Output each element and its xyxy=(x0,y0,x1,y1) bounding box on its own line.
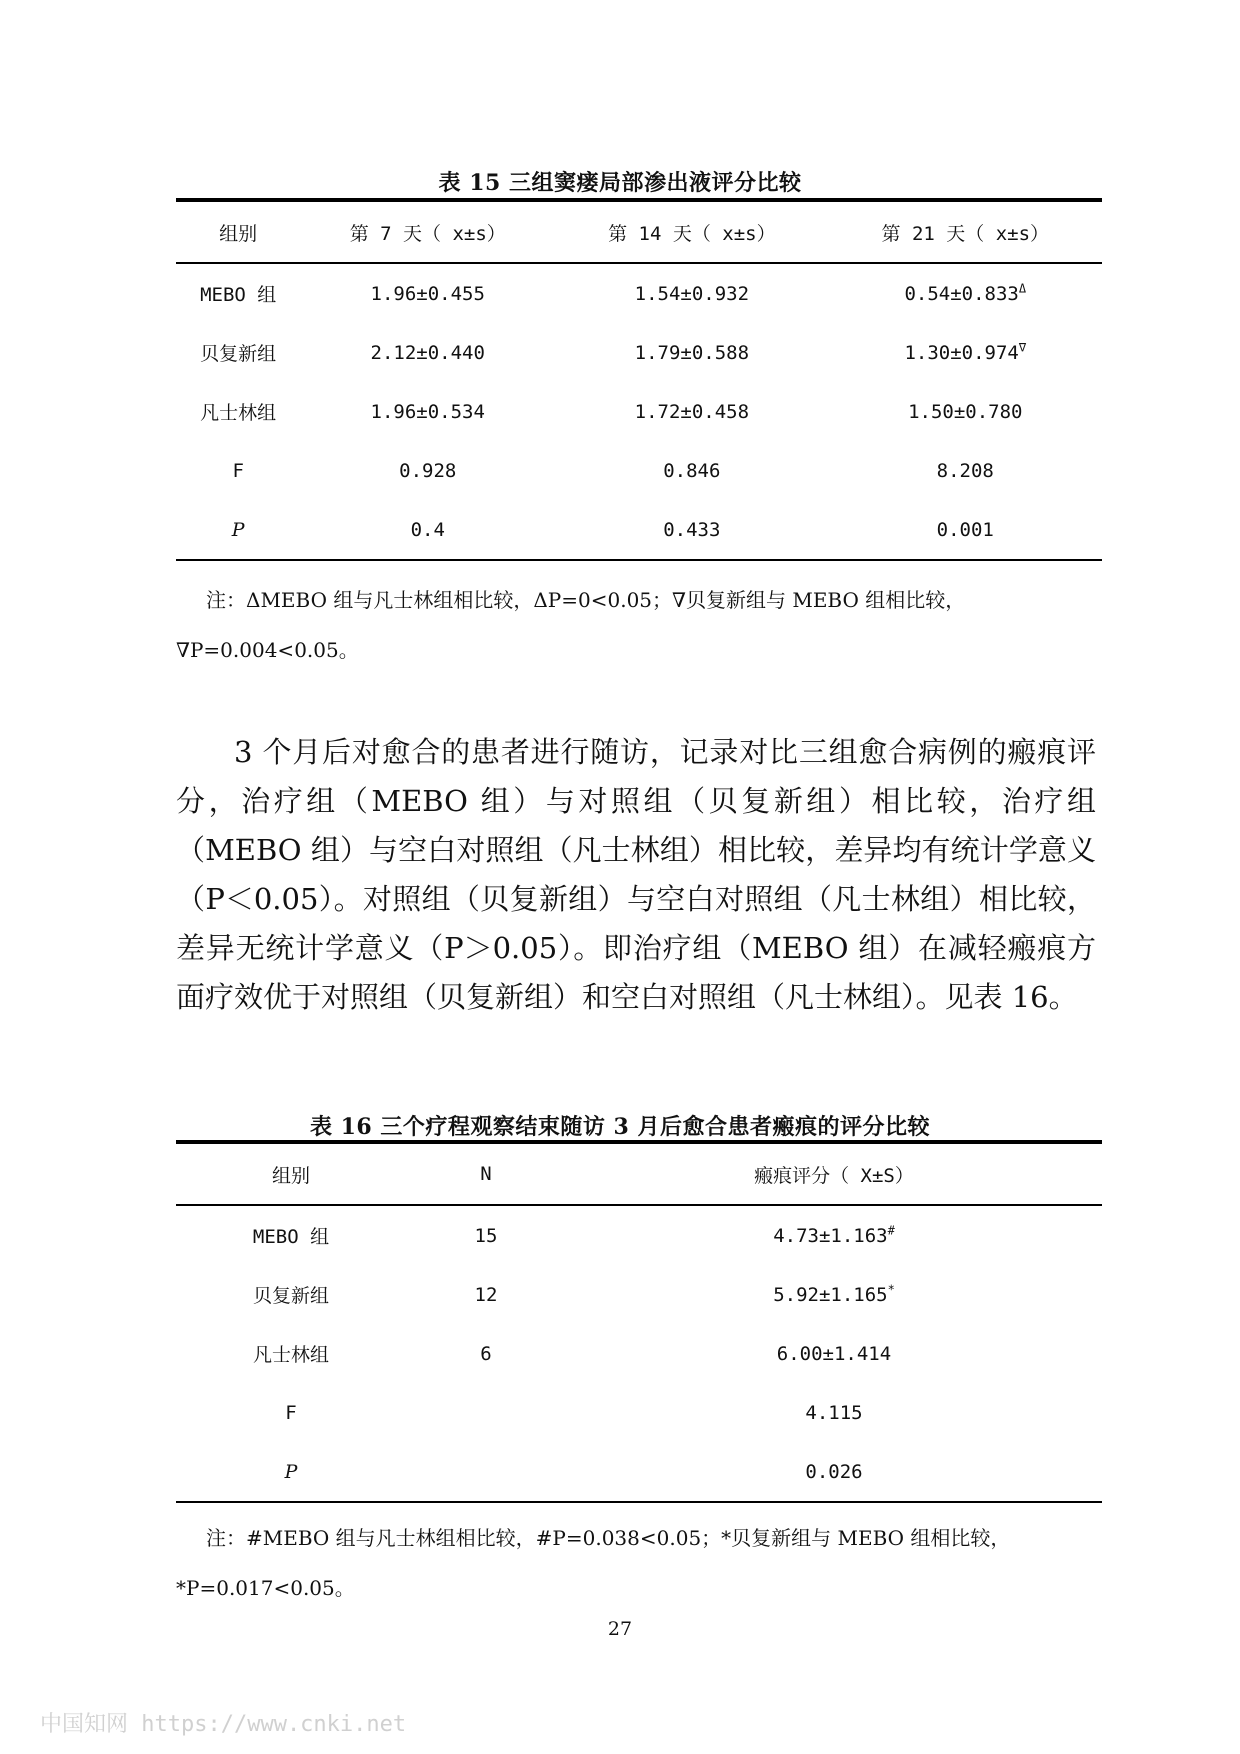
cell-day21 xyxy=(829,323,1102,382)
table15 xyxy=(176,198,1102,561)
table15-caption: 表 15 三组窦瘘局部渗出液评分比较 xyxy=(438,170,802,196)
row-label: MEBO 组 xyxy=(252,1226,330,1248)
cell-day7: 1.96±0.455 xyxy=(370,282,485,305)
cell-score-value: 5.92±1.165 xyxy=(773,1283,888,1306)
cell-day14: 1.54±0.932 xyxy=(634,282,750,305)
cell-day7: 0.4 xyxy=(300,500,555,560)
cell-day21: 0.001 xyxy=(829,500,1102,560)
cell-day7: 2.12±0.440 xyxy=(370,341,485,364)
cell-score: 4.115 xyxy=(805,1401,863,1424)
row-label: P xyxy=(176,1442,406,1502)
table16-header-score: 瘢痕评分（ X±S） xyxy=(566,1142,1102,1205)
cell-score xyxy=(566,1265,1102,1324)
cell-score: 0.026 xyxy=(566,1442,1102,1502)
row-label: MEBO 组 xyxy=(200,284,277,306)
cell-day14: 0.846 xyxy=(663,459,721,482)
row-label: 凡士林组 xyxy=(200,402,277,424)
cell-day21-value: 1.30±0.974 xyxy=(904,341,1019,364)
row-label: F xyxy=(285,1401,297,1424)
table-row xyxy=(176,441,1102,500)
table16 xyxy=(176,1140,1102,1503)
table15-header-day21: 第 21 天（ x±s） xyxy=(829,200,1102,263)
row-label: F xyxy=(232,459,244,482)
table-row xyxy=(176,1442,1102,1502)
row-label: 贝复新组 xyxy=(252,1285,329,1307)
row-label: P xyxy=(176,500,300,560)
cell-day21 xyxy=(829,263,1102,323)
body-paragraph: 3 个月后对愈合的患者进行随访，记录对比三组愈合病例的瘢痕评分，治疗组（MEBO 组）与对照组（贝复新组）相比较，治疗组（MEBO 组）与空白对照组（凡士林组）相比较，差异均有统计学意义（P＜0.05）。对照组（贝复新组）与空白对照组（凡士林组）相比较，差异无统计学意义（P＞0.05）。即治疗组（MEBO 组）在减轻瘢痕方面疗效优于对照组（贝复新组）和空白对照组（凡士林组）。见表 16。 xyxy=(176,735,1096,1014)
table16-note-line2: *P=0.017<0.05。 xyxy=(176,1576,355,1600)
table-row xyxy=(176,1324,1102,1383)
table15-header-row xyxy=(176,200,1102,263)
table15-header-day14: 第 14 天（ x±s） xyxy=(555,200,828,263)
page-number: 27 xyxy=(607,1618,633,1640)
cell-day14: 1.72±0.458 xyxy=(634,400,750,423)
cell-day21: 8.208 xyxy=(936,459,994,482)
table16-header-row xyxy=(176,1142,1102,1205)
cell-day7: 0.928 xyxy=(399,459,457,482)
table15-header-group: 组别 xyxy=(176,200,300,263)
row-label: 贝复新组 xyxy=(200,343,277,365)
significance-mark: Δ xyxy=(1018,281,1027,296)
significance-mark: * xyxy=(887,1282,895,1297)
table-row xyxy=(176,1383,1102,1442)
cell-day14: 0.433 xyxy=(555,500,828,560)
cell-n: 6 xyxy=(480,1342,492,1365)
table-row xyxy=(176,323,1102,382)
cell-n: 12 xyxy=(474,1283,498,1306)
cell-day7: 1.96±0.534 xyxy=(370,400,485,423)
site-watermark: 中国知网 https://www.cnki.net xyxy=(40,1712,407,1737)
cell-n: 15 xyxy=(474,1224,498,1247)
table-row xyxy=(176,1205,1102,1265)
table16-caption: 表 16 三个疗程观察结束随访 3 月后愈合患者瘢痕的评分比较 xyxy=(309,1114,931,1140)
table15-note-line1: 注：ΔMEBO 组与凡士林组相比较，ΔP=0<0.05；∇贝复新组与 MEBO 组相比较， xyxy=(206,588,966,612)
cell-score xyxy=(566,1205,1102,1265)
table-row xyxy=(176,382,1102,441)
cell-n xyxy=(406,1383,566,1442)
table-row xyxy=(176,1265,1102,1324)
table15-header-day7: 第 7 天（ x±s） xyxy=(300,200,555,263)
table16-note-line1: 注：#MEBO 组与凡士林组相比较，#P=0.038<0.05；*贝复新组与 MEBO 组相比较， xyxy=(206,1526,1011,1550)
cell-day14: 1.79±0.588 xyxy=(634,341,750,364)
cell-n xyxy=(406,1442,566,1502)
table16-header-group: 组别 xyxy=(176,1142,406,1205)
table15-note-line2: ∇P=0.004<0.05。 xyxy=(176,638,359,662)
significance-mark: # xyxy=(887,1223,895,1238)
table16-header-n: N xyxy=(406,1142,566,1205)
significance-mark: ∇ xyxy=(1018,340,1027,355)
cell-day21-value: 0.54±0.833 xyxy=(904,282,1019,305)
table-row xyxy=(176,263,1102,323)
cell-score-value: 4.73±1.163 xyxy=(773,1224,888,1247)
row-label: 凡士林组 xyxy=(252,1344,329,1366)
cell-day21: 1.50±0.780 xyxy=(908,400,1023,423)
table-row xyxy=(176,500,1102,560)
cell-score: 6.00±1.414 xyxy=(776,1342,892,1365)
